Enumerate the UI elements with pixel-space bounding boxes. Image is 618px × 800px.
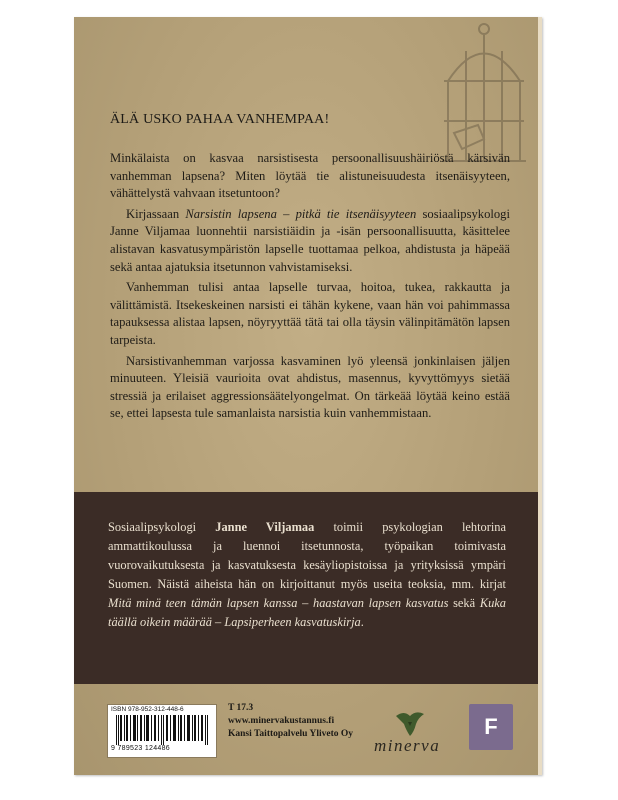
barcode: [107, 704, 217, 758]
paragraph-2: Kirjassaan Narsistin lapsena – pitkä tie itsenäisyyteen sosiaalipsykologi Janne Viljamaa luonnehtii narsistiäidin ja -isän persoonallisuutta, käsittelee alistavan kasvatusympäristön lapselle tuottamaa pelkoa, ahdistusta ja häpeää sekä antaa ajatuksia itsetunnon vahvistamiseksi.: [110, 206, 510, 274]
other-book-1: Mitä minä teen tämän lapsen kanssa – haastavan lapsen kasvatus: [108, 596, 449, 610]
author-bio-text: Sosiaalipsykologi Janne Viljamaa toimii psykologian lehtorina ammattikoulussa ja luennoi itsetunnosta, työpaikan toimivasta vuorovaikutuksesta ja kasvatuksesta kesäyliopistoissa ja yrityksissä ympäri Suomen. Näistä aiheista hän on kirjoittanut myös useita teoksia, mm. kirjat Mitä minä teen tämän lapsen kanssa – haastavan lapsen kasvatus sekä Kuka täällä oikein määrää – Lapsiperheen kasvatuskirja.: [108, 520, 506, 629]
description-text: [110, 150, 510, 426]
publisher-logo-text: minerva: [374, 736, 441, 755]
paragraph-1: Minkälaista on kasvaa narsistisesta persoonallisuushäiriöstä kärsivän vanhemman lapsena? Miten löytää tie alistuneisuudesta itsenäisyyteen, vähättelystä vahvaan itsetuntoon?: [110, 151, 510, 201]
isbn-digits: 9 789523 124486: [111, 745, 170, 752]
barcode-bars: [116, 715, 208, 745]
publisher-info: [228, 702, 353, 741]
other-book-2: Kuka täällä oikein määrää – Lapsiperheen kasvatuskirja: [108, 596, 506, 629]
footer-area: [74, 684, 542, 775]
isbn-label: ISBN 978-952-312-448-6: [111, 706, 184, 713]
category-badge: F: [469, 704, 513, 750]
author-name: Janne Viljamaa: [215, 520, 315, 534]
cover-edge: [538, 17, 542, 775]
owl-icon: [392, 708, 428, 738]
publisher-url: www.minervakustannus.fi: [228, 716, 335, 726]
birdcage-icon: [438, 21, 530, 171]
headline: ÄLÄ USKO PAHAA VANHEMPAA!: [110, 112, 330, 127]
book-title: Narsistin lapsena – pitkä tie itsenäisyyteen: [185, 206, 417, 221]
paragraph-3: Vanhemman tulisi antaa lapselle turvaa, hoitoa, tukea, rakkautta ja välittämistä. Itsekeskeinen narsisti ei tähän kykene, vaan hän voi pahimmassa tapauksessa alistaa lapsen, nöyryyttää tätä tai olla täysin välinpitämätön lapsen tarpeista.: [110, 280, 510, 347]
cover-credit: Kansi Taittopalvelu Yliveto Oy: [228, 729, 354, 739]
classification-code: T 17.3: [228, 703, 254, 713]
book-back-cover: [74, 17, 542, 775]
author-bio-band: [74, 492, 542, 684]
paragraph-4: Narsistivanhemman varjossa kasvaminen lyö yleensä jonkinlaisen jäljen minuuteen. Yleisiä vaurioita ovat ahdistus, masennus, kyvyttömyys sietää stressiä ja erilaiset aggressionsäätelyongelmat. On tärkeää löytää keino estää se, ettei lapsesta tule samanlaista narsistia kuin vanhemmistaan.: [110, 353, 510, 421]
